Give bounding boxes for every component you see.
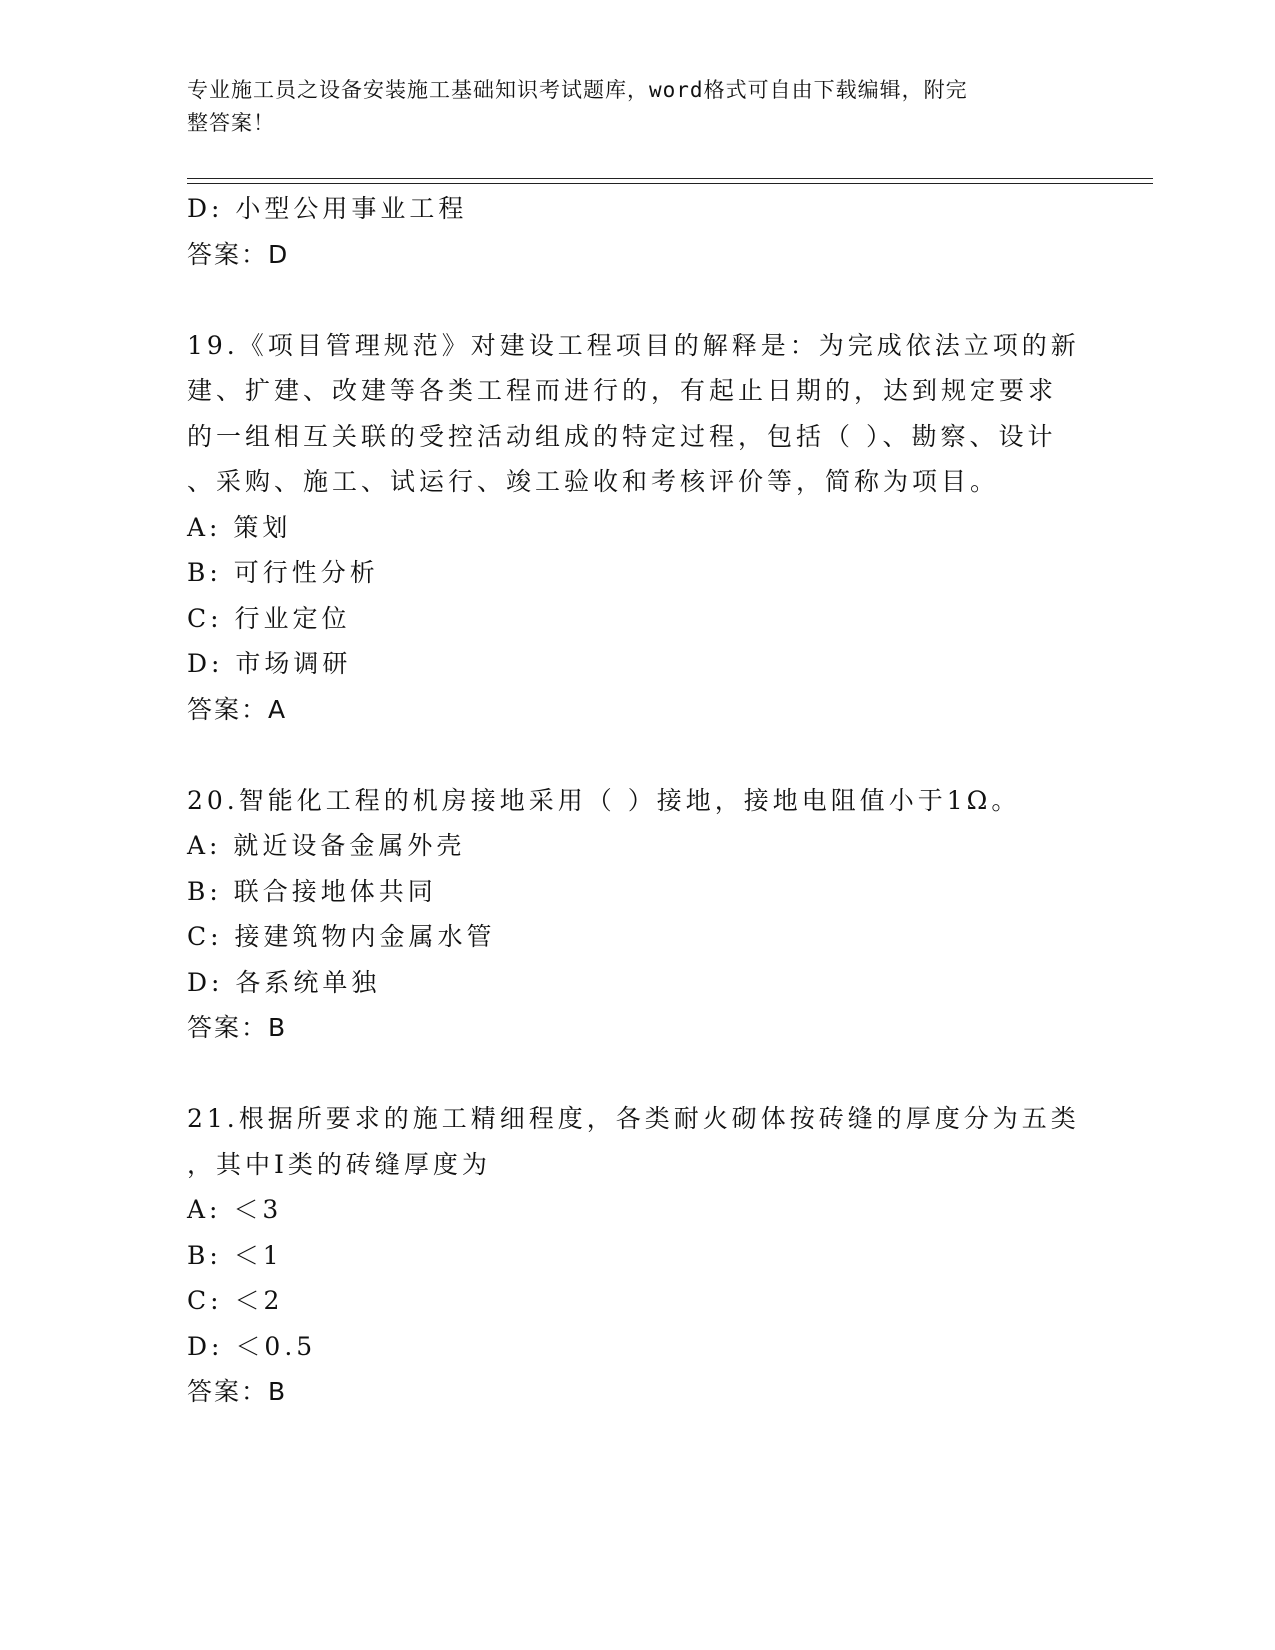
option-d: D: 各系统单独 [187, 967, 381, 997]
option-b: B: 联合接地体共同 [187, 876, 437, 906]
header-line-1: 专业施工员之设备安装施工基础知识考试题库，word格式可自由下载编辑，附完 [187, 78, 968, 102]
answer-line: 答案：B [187, 1377, 288, 1406]
question-text-line: 的一组相互关联的受控活动组成的特定过程，包括（ ）、勘察、设计 [187, 421, 1057, 451]
document-header [187, 74, 1067, 140]
question-text-line: 建、扩建、改建等各类工程而进行的，有起止日期的，达到规定要求 [187, 376, 1058, 405]
question-list [187, 186, 1087, 1415]
option-c: C: 接建筑物内金属水管 [187, 922, 496, 951]
spacer [187, 732, 1087, 778]
option-a: A: 策划 [187, 512, 292, 542]
option-d: D: ＜0.5 [187, 1331, 317, 1361]
option-b: B: ＜1 [187, 1240, 283, 1270]
option-d: D: 小型公用事业工程 [187, 194, 468, 223]
option-c: C: 行业定位 [187, 603, 351, 633]
question-18-tail [187, 186, 1087, 277]
option-d: D: 市场调研 [187, 649, 352, 678]
spacer [187, 277, 1087, 323]
answer-line: 答案：D [187, 239, 290, 269]
option-c: C: ＜2 [187, 1286, 284, 1315]
answer-line: 答案：A [187, 694, 288, 724]
question-21 [187, 1096, 1087, 1415]
spacer [187, 1051, 1087, 1097]
option-a: A: 就近设备金属外壳 [187, 831, 466, 860]
question-text-line: 21.根据所要求的施工精细程度，各类耐火砌体按砖缝的厚度分为五类 [187, 1104, 1080, 1133]
answer-line: 答案：B [187, 1013, 288, 1042]
header-rule-top [187, 178, 1153, 179]
option-b: B: 可行性分析 [187, 558, 379, 587]
question-text-line: 19.《项目管理规范》对建设工程项目的解释是：为完成依法立项的新 [187, 330, 1080, 360]
question-text-line: 20.智能化工程的机房接地采用（ ）接地，接地电阻值小于1Ω。 [187, 785, 1021, 815]
question-text-line: 、采购、施工、试运行、竣工验收和考核评价等，简称为项目。 [187, 467, 1000, 496]
option-a: A: ＜3 [187, 1195, 283, 1224]
header-rule-bottom [187, 183, 1153, 184]
header-line-2: 整答案！ [187, 111, 275, 135]
question-text-line: ，其中Ⅰ类的砖缝厚度为 [187, 1149, 491, 1179]
question-20 [187, 778, 1087, 1051]
question-19 [187, 323, 1087, 733]
